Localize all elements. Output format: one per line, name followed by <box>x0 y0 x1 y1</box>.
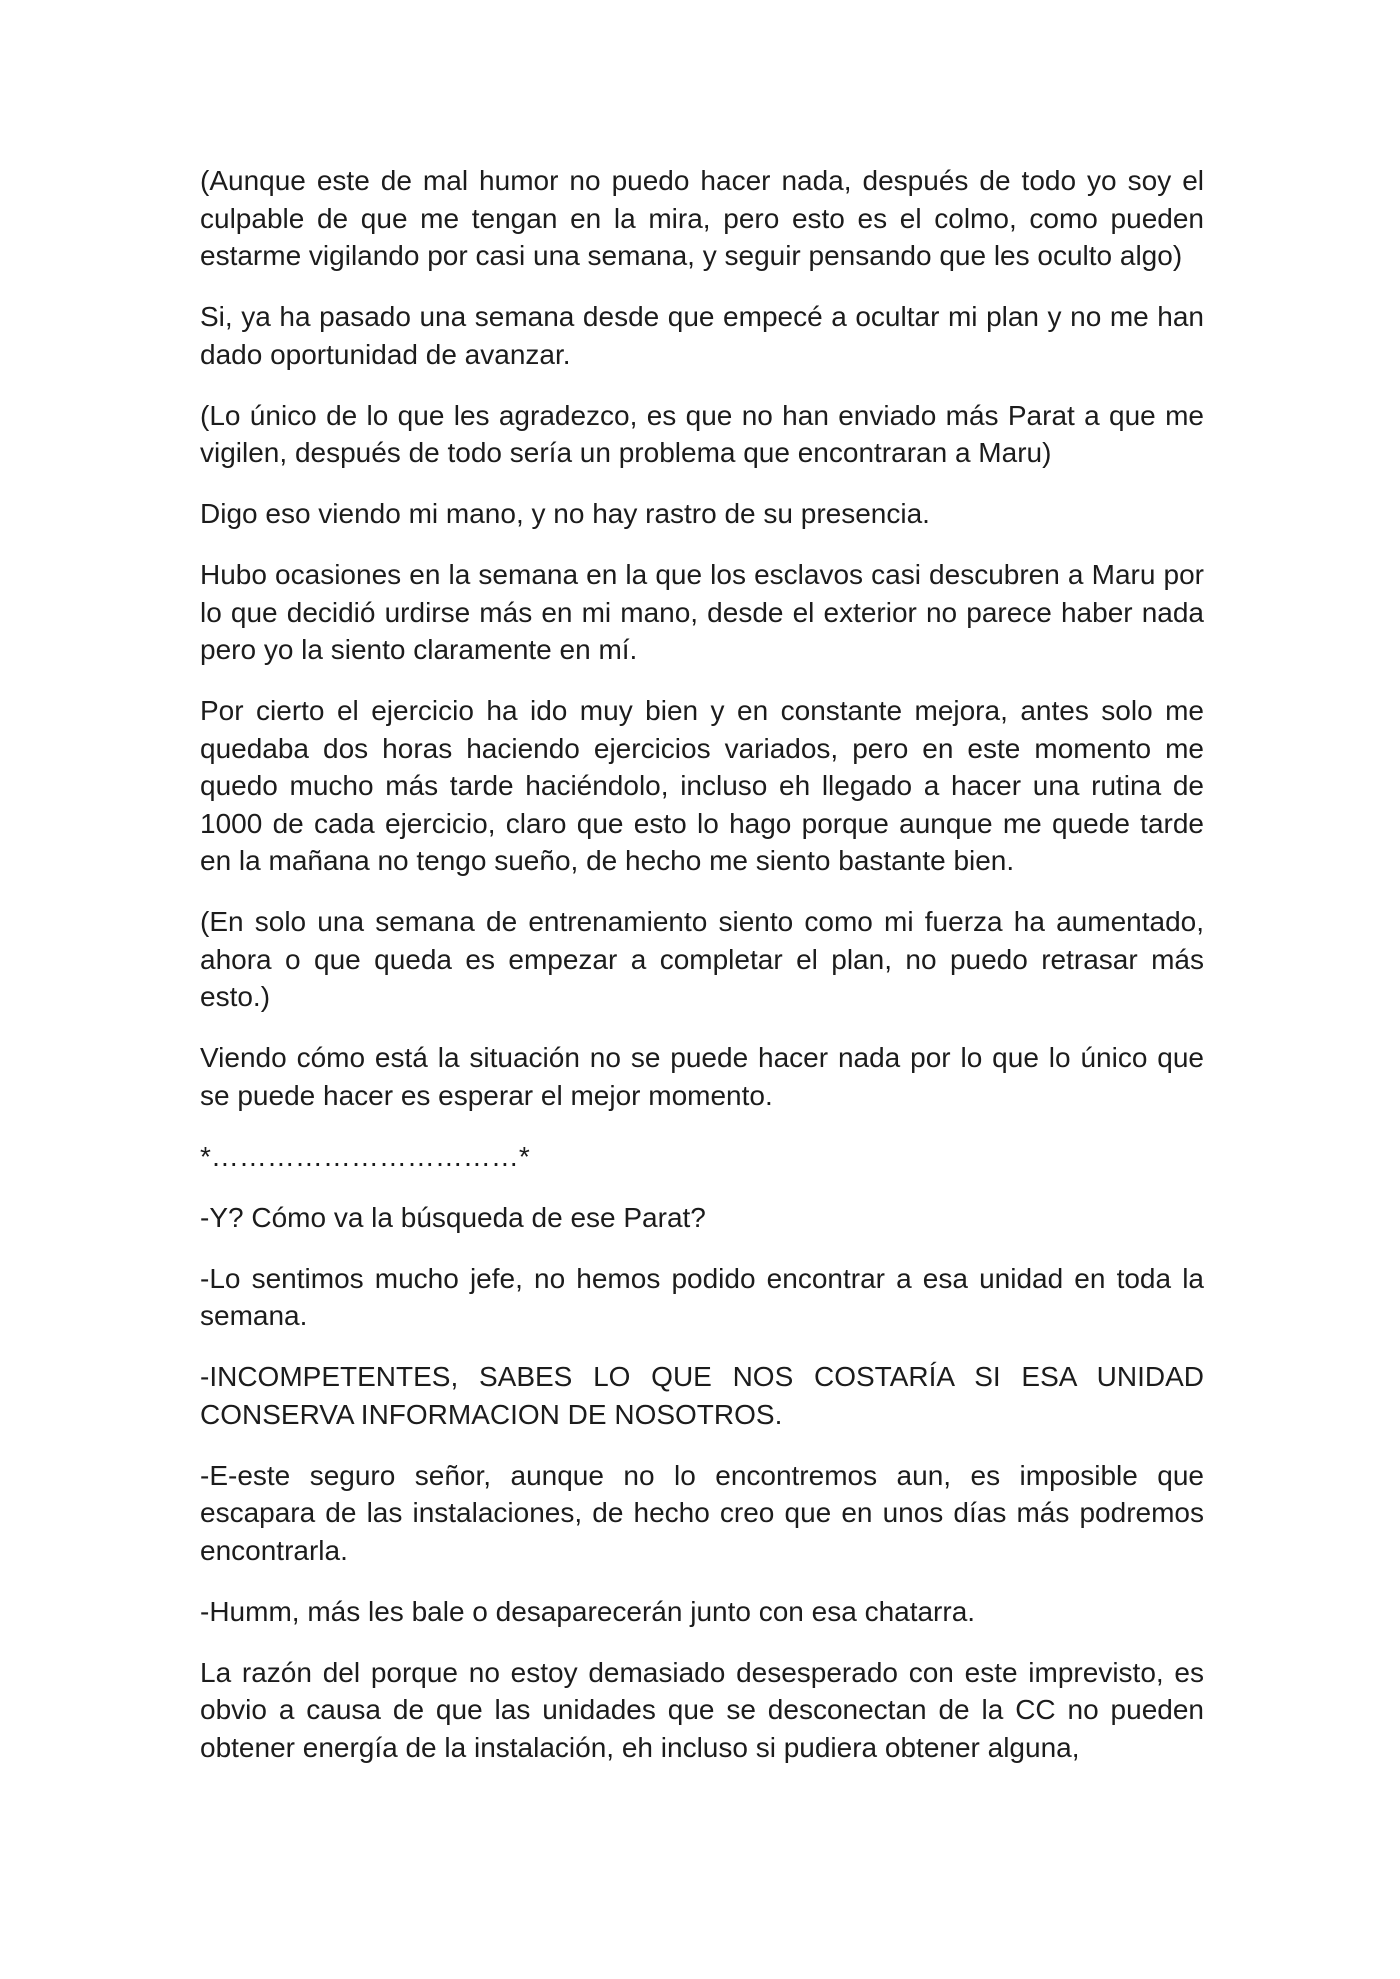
paragraph: (Aunque este de mal humor no puedo hacer nada, después de todo yo soy el culpable de que me tengan en la mira, pero esto es el colmo, como pueden estarme vigilando por casi una semana, y seguir pensando que les oculto algo) <box>200 165 1204 271</box>
paragraph: La razón del porque no estoy demasiado desesperado con este imprevisto, es obvio a causa de que las unidades que se desconectan de la CC no pueden obtener energía de la instalación, eh incluso si pudiera obtener alguna, <box>200 1656 1204 1763</box>
dialogue-line: -Humm, más les bale o desaparecerán junto con esa chatarra. <box>200 1595 976 1627</box>
dialogue-line: -Lo sentimos mucho jefe, no hemos podido encontrar a esa unidad en toda la semana. <box>200 1262 1204 1331</box>
paragraph: Digo eso viendo mi mano, y no hay rastro de su presencia. <box>200 498 930 529</box>
scene-separator: *……………………………* <box>200 1140 530 1172</box>
body-text <box>200 162 1204 1790</box>
paragraph: Hubo ocasiones en la semana en la que los esclavos casi descubren a Maru por lo que decidió urdirse más en mi mano, desde el exterior no parece haber nada pero yo la siento claramente en mí. <box>200 559 1204 665</box>
dialogue-line: -E-este seguro señor, aunque no lo encontremos aun, es imposible que escapara de las instalaciones, de hecho creo que en unos días más podremos encontrarla. <box>200 1459 1204 1566</box>
paragraph: Por cierto el ejercicio ha ido muy bien y en constante mejora, antes solo me quedaba dos horas haciendo ejercicios variados, pero en este momento me quedo mucho más tarde haciéndolo, incluso eh llegado a hacer una rutina de 1000 de cada ejercicio, claro que esto lo hago porque aunque me quede tarde en la mañana no tengo sueño, de hecho me siento bastante bien. <box>200 695 1204 876</box>
paragraph: Si, ya ha pasado una semana desde que empecé a ocultar mi plan y no me han dado oportunidad de avanzar. <box>200 301 1204 370</box>
paragraph: (Lo único de lo que les agradezco, es que no han enviado más Parat a que me vigilen, después de todo sería un problema que encontraran a Maru) <box>200 399 1204 468</box>
paragraph: (En solo una semana de entrenamiento siento como mi fuerza ha aumentado, ahora o que queda es empezar a completar el plan, no puedo retrasar más esto.) <box>200 906 1204 1012</box>
dialogue-line: -Y? Cómo va la búsqueda de ese Parat? <box>200 1201 706 1233</box>
paragraph: Viendo cómo está la situación no se puede hacer nada por lo que lo único que se puede hacer es esperar el mejor momento. <box>200 1042 1204 1111</box>
dialogue-line: -INCOMPETENTES, SABES LO QUE NOS COSTARÍA SI ESA UNIDAD CONSERVA INFORMACION DE NOSOTROS. <box>200 1361 1204 1430</box>
